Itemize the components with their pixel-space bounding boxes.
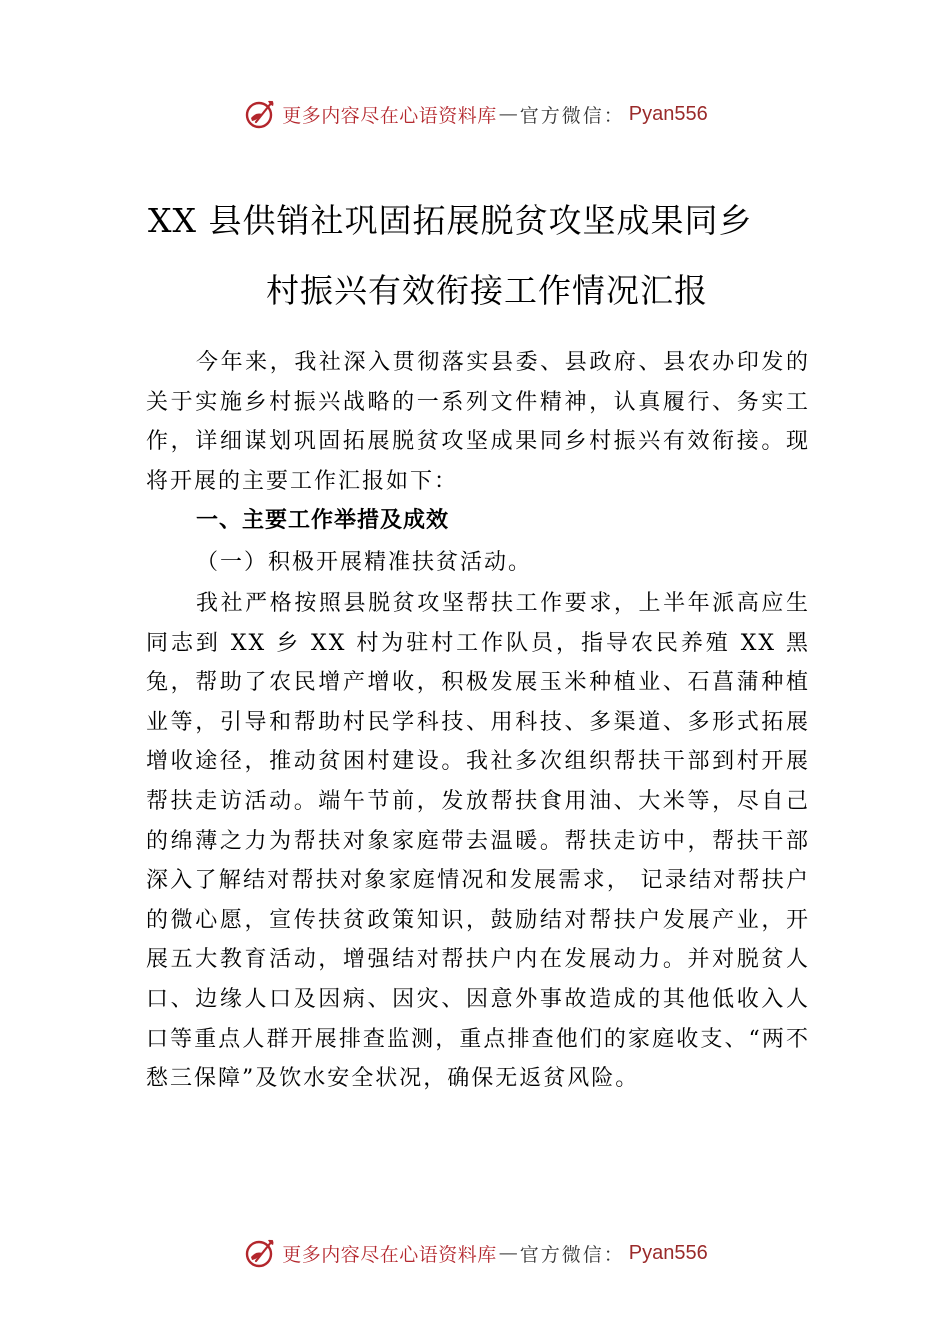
watermark-brand-text: 更多内容尽在心语资料库: [282, 104, 497, 127]
watermark-separator: —: [498, 1242, 518, 1264]
quill-seal-logo-icon: [242, 1235, 278, 1271]
intro-paragraph: 今年来，我社深入贯彻落实县委、县政府、县农办印发的关于实施乡村振兴战略的一系列文件精神，认真履行、务实工作，详细谋划巩固拓展脱贫攻坚成果同乡村振兴有效衔接。现将开展的主要工作汇报如下：: [146, 350, 810, 494]
watermark-brand-text: 更多内容尽在心语资料库: [282, 1243, 497, 1266]
header-watermark-banner: [0, 94, 950, 134]
section-heading-1: 一、主要工作举措及成效: [196, 508, 450, 534]
subsection-1-paragraph: 我社严格按照县脱贫攻坚帮扶工作要求，上半年派高应生同志到 XX 乡 XX 村为驻村工作队员，指导农民养殖 XX 黑兔，帮助了农民增产增收，积极发展玉米种植业、石菖蒲种植业等，引导和帮助村民学科技、用科技、多渠道、多形式拓展增收途径，推动贫困村建设。我社多次组织帮扶干部到村开展帮扶走访活动。端午节前，发放帮扶食用油、大米等，尽自己的绵薄之力为帮扶对象家庭带去温暖。帮扶走访中，帮扶干部深入了解结对帮扶对象家庭情况和发展需求， 记录结对帮扶户的微心愿，宣传扶贫政策知识，鼓励结对帮扶户发展产业，开展五大教育活动，增强结对帮扶户内在发展动力。并对脱贫人口、边缘人口及因病、因灾、因意外事故造成的其他低收入人口等重点人群开展排查监测，重点排查他们的家庭收支、“两不愁三保障”及饮水安全状况，确保无返贫风险。: [146, 590, 810, 1092]
watermark-wechat-label: 官方微信：: [519, 104, 625, 127]
watermark-wechat-label: 官方微信：: [519, 1243, 625, 1266]
footer-watermark-banner: [0, 1233, 950, 1273]
watermark-wechat-id: Pyan556: [628, 1241, 708, 1264]
document-body: [146, 343, 810, 1099]
document-title-line-2: 村振兴有效衔接工作情况汇报: [266, 271, 708, 310]
quill-seal-logo-icon: [242, 96, 278, 132]
subsection-heading-1: （一）积极开展精准扶贫活动。: [196, 549, 533, 575]
document-title: [148, 186, 828, 326]
watermark-wechat-id: Pyan556: [628, 102, 708, 125]
watermark-separator: —: [498, 103, 518, 125]
document-title-line-1: XX 县供销社巩固拓展脱贫攻坚成果同乡: [148, 201, 753, 240]
